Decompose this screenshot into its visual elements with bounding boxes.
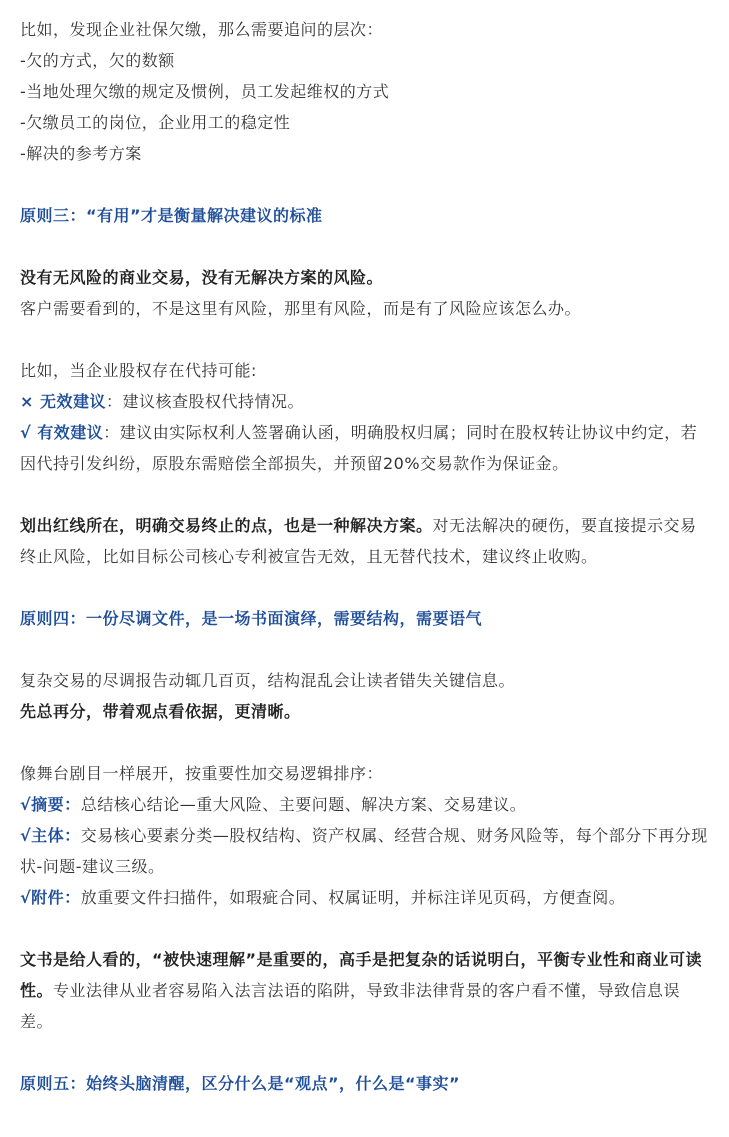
- appendix-label: √附件：: [20, 888, 81, 907]
- structure-item-abstract: [20, 789, 711, 820]
- spacer: [20, 1037, 711, 1068]
- red-line-bold: 划出红线所在，明确交易终止的点，也是一种解决方案。: [20, 516, 433, 535]
- spacer: [20, 479, 711, 510]
- list-item-arrears-method: -欠的方式，欠的数额: [20, 51, 175, 70]
- body-label: √主体：: [20, 826, 81, 845]
- structure-item-body: [20, 820, 711, 882]
- bold-statement-structure: 先总再分，带着观点看依据，更清晰。: [20, 702, 301, 721]
- invalid-suggestion-label: × 无效建议: [20, 392, 106, 411]
- paragraph-readability: [20, 944, 711, 1037]
- structure-item-appendix: [20, 882, 711, 913]
- spacer: [20, 634, 711, 665]
- section-heading-principle-5: 原则五：始终头脑清醒，区分什么是“观点”，什么是“事实”: [20, 1074, 461, 1093]
- invalid-suggestion-text: ：建议核查股权代持情况。: [105, 392, 304, 411]
- spacer: [20, 572, 711, 603]
- paragraph-equity-example: 比如，当企业股权存在代持可能:: [20, 361, 257, 380]
- spacer: [20, 727, 711, 758]
- red-line-text: 对无法解决的硬伤，要直接提示交易终止风险，比如目标公司核心专利被宣告无效，且无替代技术，建议终止收购。: [20, 516, 697, 566]
- spacer: [20, 913, 711, 944]
- list-item-reference-solution: -解决的参考方案: [20, 144, 142, 163]
- body-text: 交易核心要素分类—股权结构、资产权属、经营合规、财务风险等，每个部分下再分现状-问题-建议三级。: [20, 826, 708, 876]
- paragraph-client-needs: 客户需要看到的，不是这里有风险，那里有风险，而是有了风险应该怎么办。: [20, 299, 582, 318]
- valid-suggestion-label: √ 有效建议: [20, 423, 104, 442]
- invalid-suggestion: [20, 386, 711, 417]
- readability-text: 专业法律从业者容易陷入法言法语的陷阱，导致非法律背景的客户看不懂，导致信息误差。: [20, 981, 681, 1031]
- valid-suggestion: [20, 417, 711, 479]
- abstract-text: 总结核心结论—重大风险、主要问题、解决方案、交易建议。: [80, 795, 527, 814]
- readability-bold: 文书是给人看的，“被快速理解”是重要的，高手是把复杂的话说明白，平衡专业性和商业可读性。: [20, 950, 703, 1000]
- list-item-employee-positions: -欠缴员工的岗位，企业用工的稳定性: [20, 113, 291, 132]
- paragraph-example-intro: 比如，发现企业社保欠缴，那么需要追问的层次：: [20, 20, 384, 39]
- appendix-text: 放重要文件扫描件，如瑕疵合同、权属证明，并标注详见页码，方便查阅。: [80, 888, 626, 907]
- section-heading-principle-3: 原则三：“有用”才是衡量解决建议的标准: [20, 206, 323, 225]
- section-heading-principle-4: 原则四：一份尽调文件，是一场书面演绎，需要结构，需要语气: [20, 609, 483, 628]
- bold-statement-no-risk-free: 没有无风险的商业交易，没有无解决方案的风险。: [20, 268, 384, 287]
- valid-suggestion-text: ：建议由实际权利人签署确认函，明确股权归属；同时在股权转让协议中约定，若因代持引发纠纷，原股东需赔偿全部损失，并预留20%交易款作为保证金。: [20, 423, 698, 473]
- paragraph-red-line: [20, 510, 711, 572]
- paragraph-stage-ordering: 像舞台剧目一样展开，按重要性加交易逻辑排序：: [20, 764, 384, 783]
- spacer: [20, 231, 711, 262]
- spacer: [20, 324, 711, 355]
- list-item-local-rules: -当地处理欠缴的规定及惯例，员工发起维权的方式: [20, 82, 390, 101]
- abstract-label: √摘要：: [20, 795, 81, 814]
- spacer: [20, 169, 711, 200]
- paragraph-report-length: 复杂交易的尽调报告动辄几百页，结构混乱会让读者错失关键信息。: [20, 671, 516, 690]
